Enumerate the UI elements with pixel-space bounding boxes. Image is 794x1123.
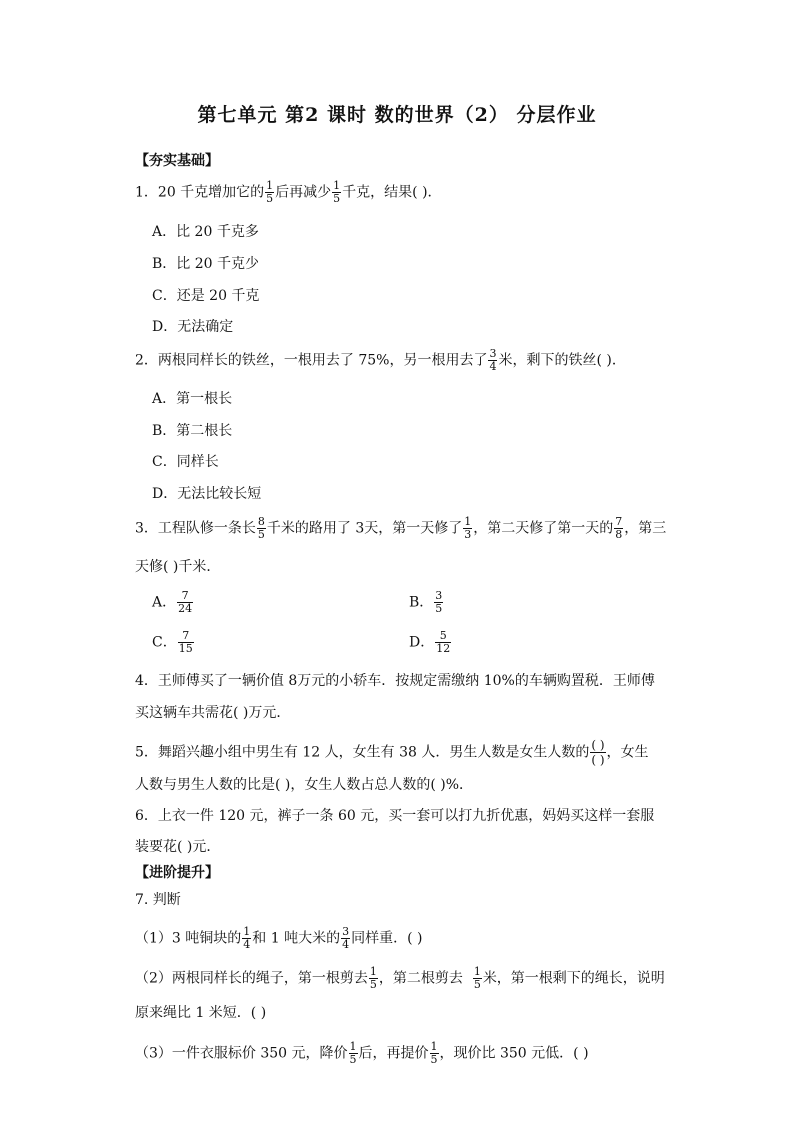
q7-2-text-b: ，第二根剪去 bbox=[378, 970, 472, 987]
q1-option-d: D．无法确定 bbox=[152, 319, 234, 335]
q7-1-text-a: （1）3 吨铜块的 bbox=[135, 930, 242, 947]
q7-1-text-b: 和 1 吨大米的 bbox=[252, 930, 341, 947]
q3-text-a: 3．工程队修一条长 bbox=[135, 520, 256, 537]
q2-option-d: D．无法比较长短 bbox=[152, 486, 262, 502]
fraction: $\frac{5}{12}$ bbox=[436, 629, 451, 655]
question-3 bbox=[135, 516, 666, 541]
fraction: $\frac{1}{5}$ bbox=[349, 1040, 357, 1066]
fraction: $\frac{7}{15}$ bbox=[178, 629, 193, 655]
q5-text-a: 5．舞蹈兴趣小组中男生有 12 人，女生有 38 人．男生人数是女生人数的 bbox=[135, 744, 590, 761]
q1-option-c: C．还是 20 千克 bbox=[152, 288, 260, 304]
question-4-line-2: 买这辆车共需花( )万元． bbox=[135, 705, 291, 721]
q1-option-b: B．比 20 千克少 bbox=[152, 256, 260, 272]
q1-text-a: 1．20 千克增加它的 bbox=[135, 184, 265, 201]
fraction: $\frac{1}{5}$ bbox=[430, 1040, 438, 1066]
fraction: $\frac{3}{4}$ bbox=[489, 347, 497, 373]
question-1 bbox=[135, 180, 442, 205]
question-5 bbox=[135, 738, 649, 767]
q7-1-text-c: 同样重．( ) bbox=[351, 930, 423, 947]
q7-3-text-a: （3）一件衣服标价 350 元，降价 bbox=[135, 1045, 348, 1062]
q1-option-a: A．比 20 千克多 bbox=[152, 224, 259, 240]
question-7-2-line-2: 原来绳比 1 米短．( ) bbox=[135, 1005, 267, 1021]
q7-2-text-a: （2）两根同样长的绳子，第一根剪去 bbox=[135, 970, 368, 987]
question-6-line-2: 装要花( )元． bbox=[135, 839, 221, 855]
q7-2-text-c: 米，第一根剩下的绳长，说明 bbox=[482, 970, 665, 987]
q2-option-b: B．第二根长 bbox=[152, 423, 233, 439]
question-7-3 bbox=[135, 1041, 589, 1066]
page-title: 第七单元 第2 课时 数的世界（2） 分层作业 bbox=[197, 104, 597, 126]
q2-text-b: 米，剩下的铁丝( )． bbox=[498, 352, 626, 369]
q2-text-a: 2．两根同样长的铁丝，一根用去了 75%，另一根用去了 bbox=[135, 352, 488, 369]
fraction: $\frac{3}{5}$ bbox=[435, 589, 443, 615]
q3-line-2: 天修( )千米． bbox=[135, 559, 221, 575]
q7-3-text-c: ，现价比 350 元低．( ) bbox=[439, 1045, 589, 1062]
section-heading-advanced: 【进阶提升】 bbox=[135, 865, 219, 881]
q3-option-c: C． $\frac{7}{15}$ bbox=[152, 629, 193, 655]
section-heading-basic: 【夯实基础】 bbox=[135, 153, 219, 169]
question-7-heading: 7. 判断 bbox=[135, 892, 181, 908]
fraction: $\frac{1}{5}$ bbox=[369, 965, 377, 991]
fraction: $\frac{7}{8}$ bbox=[615, 515, 623, 541]
blank-fraction: $\frac{( )}{( )}$ bbox=[591, 738, 605, 767]
fraction: $\frac{1}{5}$ bbox=[266, 179, 274, 205]
fraction: $\frac{7}{24}$ bbox=[178, 589, 193, 615]
question-6-line-1: 6．上衣一件 120 元，裤子一条 60 元，买一套可以打九折优惠，妈妈买这样一套服 bbox=[135, 808, 655, 824]
q3-option-d: D． $\frac{5}{12}$ bbox=[409, 629, 451, 655]
fraction: $\frac{1}{5}$ bbox=[473, 965, 481, 991]
q1-text-c: 千克，结果( )． bbox=[342, 184, 442, 201]
q2-option-a: A．第一根长 bbox=[152, 391, 233, 407]
fraction: $\frac{3}{4}$ bbox=[342, 925, 350, 951]
q2-option-c: C．同样长 bbox=[152, 454, 219, 470]
q5-text-b: ，女生 bbox=[606, 744, 649, 761]
question-7-1 bbox=[135, 926, 422, 951]
q3-text-b: 千米的路用了 3天，第一天修了 bbox=[266, 520, 463, 537]
q3-option-a: A． $\frac{7}{24}$ bbox=[152, 589, 193, 615]
fraction: $\frac{1}{4}$ bbox=[243, 925, 251, 951]
q3-option-b: B． $\frac{3}{5}$ bbox=[409, 589, 443, 615]
question-5-line-2: 人数与男生人数的比是( )，女生人数占总人数的( )%． bbox=[135, 777, 474, 793]
q1-text-b: 后再减少 bbox=[275, 184, 332, 201]
question-7-2 bbox=[135, 966, 665, 991]
fraction: $\frac{8}{5}$ bbox=[257, 515, 265, 541]
q3-text-c: ，第二天修了第一天的 bbox=[473, 520, 614, 537]
fraction: $\frac{1}{3}$ bbox=[464, 515, 472, 541]
question-2 bbox=[135, 348, 626, 373]
q3-text-d: ，第三 bbox=[624, 520, 667, 537]
q7-3-text-b: 后，再提价 bbox=[358, 1045, 429, 1062]
question-4-line-1: 4．王师傅买了一辆价值 8万元的小轿车．按规定需缴纳 10%的车辆购置税．王师傅 bbox=[135, 673, 655, 689]
fraction: $\frac{1}{5}$ bbox=[333, 179, 341, 205]
